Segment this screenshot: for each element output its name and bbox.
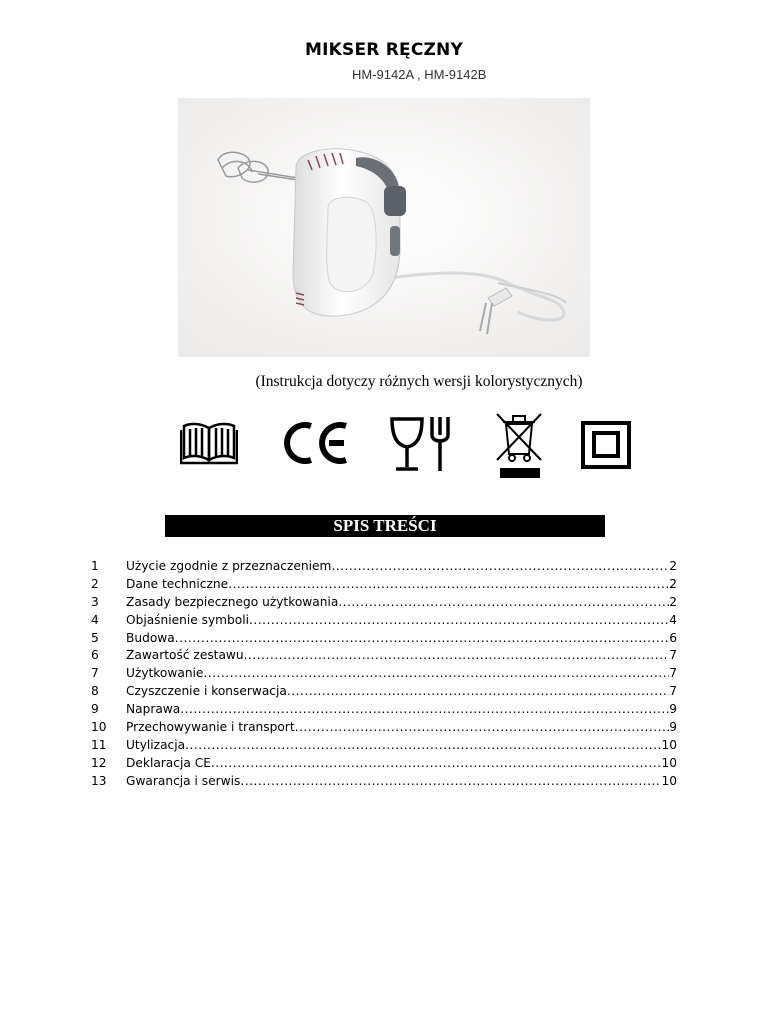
toc-item-title: Budowa (126, 630, 175, 645)
toc-item-number: 10 (91, 720, 107, 735)
toc-item-title: Deklaracja CE (126, 755, 211, 770)
toc-item-number: 7 (91, 666, 99, 681)
toc-item-page: 7 (669, 684, 677, 699)
leader-dots (287, 683, 669, 701)
toc-item-page: 4 (669, 612, 677, 627)
toc-item-title: Użycie zgodnie z przeznaczeniem (126, 559, 332, 573)
toc-item[interactable] (91, 612, 677, 630)
toc-item-page: 2 (669, 594, 677, 609)
toc-item-number: 3 (91, 594, 99, 609)
toc-item-page: 9 (669, 720, 677, 735)
toc-item[interactable] (91, 701, 677, 719)
leader-dots (331, 558, 669, 576)
toc-item-number: 13 (91, 773, 107, 788)
toc-item-number: 4 (91, 612, 99, 627)
toc-item-page: 6 (669, 630, 677, 645)
toc-item-title: Utylizacja (126, 737, 186, 752)
toc-item-title: Dane techniczne (126, 576, 229, 591)
toc-item-title: Zasady bezpiecznego użytkowania (126, 594, 339, 609)
leader-dots (180, 701, 669, 719)
hand-mixer-photo (178, 98, 590, 357)
toc-item-page: 9 (669, 702, 677, 717)
toc-item-page: 2 (669, 576, 677, 591)
model-numbers: HM-9142A , HM-9142B (352, 67, 487, 82)
toc-item-number: 12 (91, 755, 107, 770)
toc-item[interactable] (91, 558, 677, 576)
toc-item[interactable] (91, 773, 677, 791)
toc-item[interactable] (91, 665, 677, 683)
leader-dots (185, 737, 661, 755)
toc-item-number: 6 (91, 648, 99, 663)
toc-item[interactable] (91, 594, 677, 612)
toc-item-number: 9 (91, 702, 99, 717)
toc-item-number: 8 (91, 684, 99, 699)
toc-item-number: 5 (91, 630, 99, 645)
leader-dots (295, 719, 670, 737)
open-book-icon (180, 420, 238, 466)
toc-item[interactable] (91, 737, 677, 755)
toc-item[interactable] (91, 683, 677, 701)
table-of-contents (91, 558, 677, 791)
leader-dots (249, 612, 669, 630)
toc-item-title: Gwarancja i serwis (126, 773, 241, 788)
leader-dots (240, 773, 661, 791)
leader-dots (175, 630, 670, 648)
toc-heading: SPIS TREŚCI (165, 515, 605, 537)
leader-dots (228, 576, 669, 594)
class-ii-double-square-icon (580, 420, 632, 470)
leader-dots (244, 647, 670, 665)
colour-variants-note: (Instrukcja dotyczy różnych wersji kolorystycznych) (255, 373, 583, 390)
toc-item-page: 7 (669, 648, 677, 663)
food-safe-glass-fork-icon (388, 413, 456, 475)
toc-item-title: Objaśnienie symboli (126, 612, 250, 627)
ce-mark-icon (282, 420, 350, 466)
hand-mixer-illustration (178, 98, 590, 357)
toc-item-title: Zawartość zestawu (126, 648, 244, 663)
toc-item-page: 10 (661, 737, 677, 752)
toc-item-page: 10 (661, 755, 677, 770)
toc-item[interactable] (91, 719, 677, 737)
toc-item[interactable] (91, 755, 677, 773)
toc-item-title: Naprawa (126, 702, 181, 717)
toc-item-page: 7 (669, 666, 677, 681)
toc-item[interactable] (91, 630, 677, 648)
toc-item-number: 11 (91, 737, 107, 752)
document-title: MIKSER RĘCZNY (305, 40, 463, 60)
leader-dots (338, 594, 669, 612)
toc-item[interactable] (91, 647, 677, 665)
toc-item[interactable] (91, 576, 677, 594)
toc-item-page: 2 (669, 559, 677, 573)
crossed-bin-weee-icon (494, 410, 544, 480)
leader-dots (211, 755, 662, 773)
toc-item-page: 10 (661, 773, 677, 788)
toc-item-number: 1 (91, 559, 99, 573)
toc-item-title: Czyszczenie i konserwacja (126, 684, 287, 699)
toc-item-title: Użytkowanie (126, 666, 204, 681)
toc-item-title: Przechowywanie i transport (126, 720, 295, 735)
leader-dots (203, 665, 669, 683)
toc-item-number: 2 (91, 576, 99, 591)
